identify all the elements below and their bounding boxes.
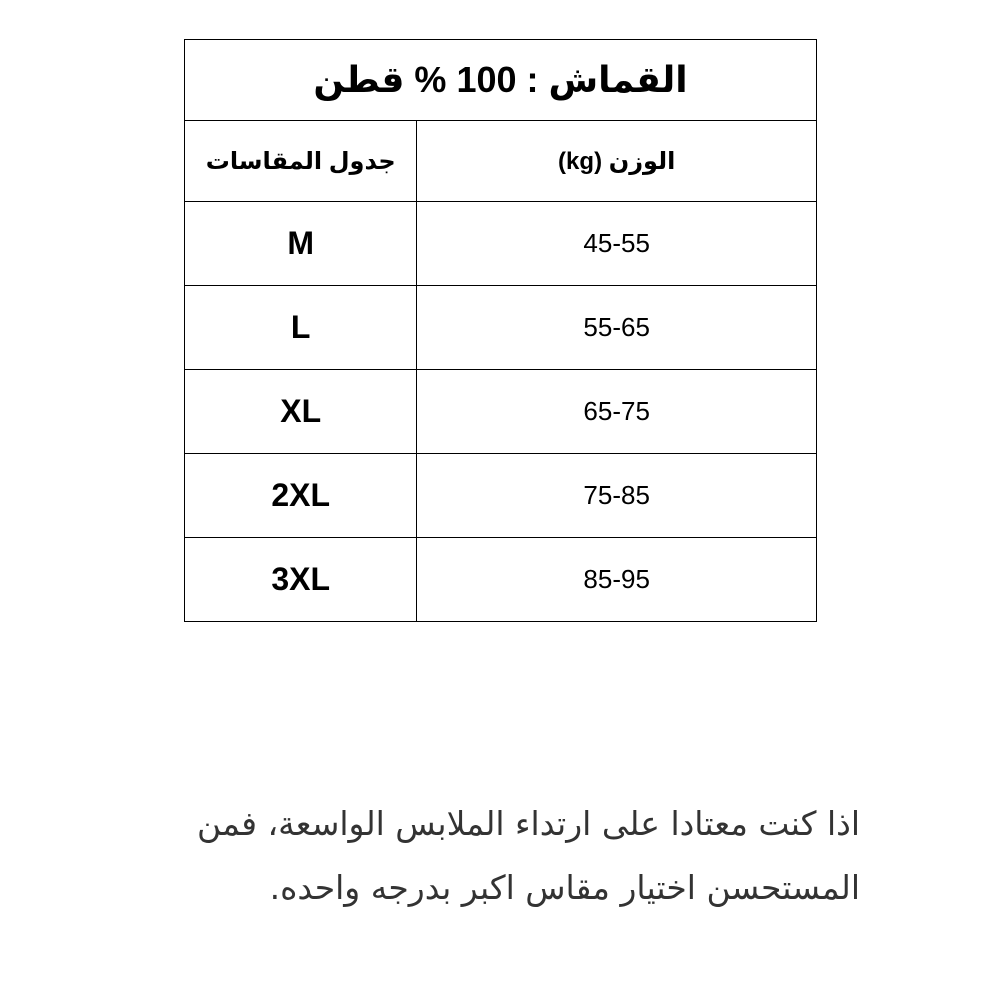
size-cell: M — [185, 202, 417, 286]
fabric-title: القماش : 100 % قطن — [185, 40, 817, 121]
size-cell: 2XL — [185, 454, 417, 538]
table-row — [185, 538, 817, 622]
weight-cell: 65-75 — [417, 370, 817, 454]
weight-cell: 55-65 — [417, 286, 817, 370]
size-cell: XL — [185, 370, 417, 454]
sizing-note: اذا كنت معتادا على ارتداء الملابس الواسعة، فمن المستحسن اختيار مقاس اكبر بدرجه واحده. — [197, 804, 860, 907]
table-row — [185, 202, 817, 286]
weight-cell: 75-85 — [417, 454, 817, 538]
table-row — [185, 454, 817, 538]
size-cell: L — [185, 286, 417, 370]
weight-cell: 45-55 — [417, 202, 817, 286]
size-cell: 3XL — [185, 538, 417, 622]
size-chart-table — [184, 39, 817, 622]
weight-column-header: الوزن (kg) — [417, 121, 817, 202]
header-row — [185, 121, 817, 202]
weight-cell: 85-95 — [417, 538, 817, 622]
size-column-header: جدول المقاسات — [185, 121, 417, 202]
table-row — [185, 370, 817, 454]
table-row — [185, 286, 817, 370]
title-row — [185, 40, 817, 121]
